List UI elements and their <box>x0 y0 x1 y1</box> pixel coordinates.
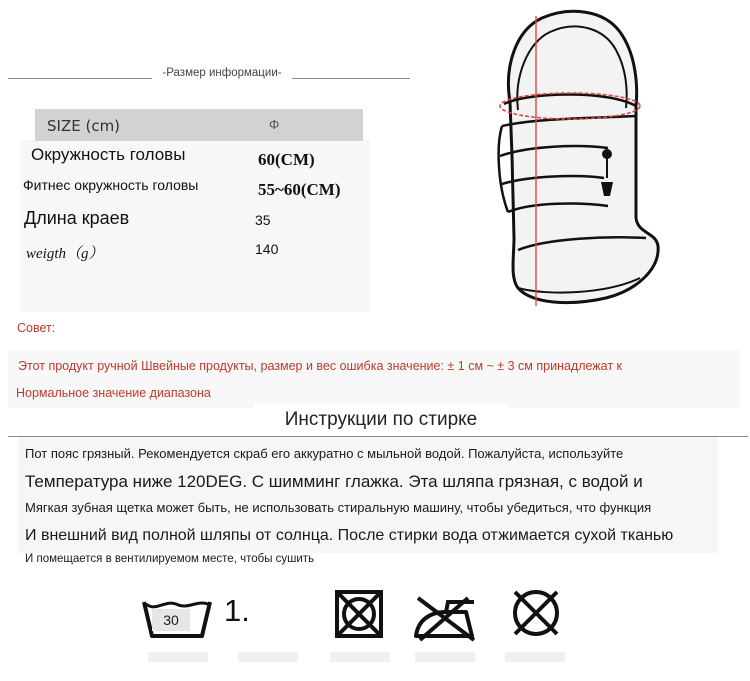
size-row-label: weigth（g） <box>26 246 104 262</box>
balaclava-diagram-icon <box>488 6 668 316</box>
size-row-value: 55~60(CM) <box>258 180 341 199</box>
icon-caption-placeholder <box>415 652 475 662</box>
size-header-label: SIZE (cm) <box>47 117 121 135</box>
size-row-value: 140 <box>255 241 279 257</box>
advice-line: Этот продукт ручной Швейные продукты, размер и вес ошибка значение: ± 1 см ~ ± 3 см принадлежат к <box>18 359 623 373</box>
wash-line: Мягкая зубная щетка может быть, не использовать стиральную машину, чтобы убедиться, что функция <box>25 500 652 515</box>
no-tumble-dry-icon <box>333 588 385 640</box>
size-row-value: 60(CM) <box>258 150 315 169</box>
size-table-header <box>35 109 363 141</box>
wash-line: Пот пояс грязный. Рекомендуется скраб его аккуратно с мыльной водой. Пожалуйста, используйте <box>25 446 624 461</box>
icon-caption-placeholder <box>238 652 298 662</box>
size-header-value: Φ <box>269 117 280 132</box>
icon-caption-placeholder <box>148 652 208 662</box>
no-bleach-icon <box>509 586 563 640</box>
wash-temp-label: 30 <box>152 609 190 631</box>
wash-line: И внешний вид полной шляпы от солнца. После стирки вода отжимается сухой тканью <box>25 527 674 544</box>
icon-caption-placeholder <box>505 652 565 662</box>
step-number: 1. <box>224 593 250 628</box>
size-row-label: Фитнес окружность головы <box>23 177 199 193</box>
no-iron-icon <box>408 592 480 644</box>
wash-line: Температура ниже 120DEG. С шимминг глажка. Эта шляпа грязная, с водой и <box>25 472 643 491</box>
wash-title: Инструкции по стирке <box>254 404 508 436</box>
icon-caption-placeholder <box>330 652 390 662</box>
advice-line: Нормальное значение диапазона <box>16 386 211 400</box>
advice-title: Совет: <box>17 321 56 335</box>
size-row-label: Длина краев <box>24 208 130 228</box>
wash-line: И помещается в вентилируемом месте, чтобы сушить <box>25 553 315 565</box>
size-row-label: Окружность головы <box>31 145 186 164</box>
size-row-value: 35 <box>255 212 271 228</box>
info-section-title: -Размер информации- <box>152 67 292 79</box>
